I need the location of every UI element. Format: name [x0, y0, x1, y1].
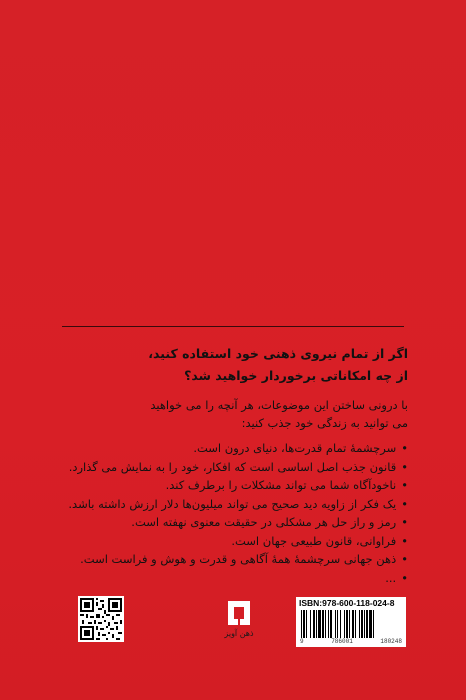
bullet-item	[53, 569, 408, 588]
bullet-item	[53, 550, 408, 569]
barcode-stripe	[322, 610, 324, 638]
bullet-item	[53, 532, 408, 551]
bullet-text: ناخودآگاه شما می تواند مشکلات را برطرف کند.	[165, 478, 397, 492]
barcode-stripe	[337, 610, 338, 638]
bullet-text: فراوانی، قانون طبیعی جهان است.	[231, 533, 397, 548]
barcode-stripe	[373, 610, 374, 638]
publisher-name: ذهن آویز	[224, 629, 254, 638]
bullet-dot: •	[401, 533, 408, 548]
bullet-item	[53, 513, 408, 532]
barcode-stripe	[361, 610, 363, 638]
intro-line-2: می توانید به زندگی خود جذب کنید:	[241, 416, 408, 430]
isbn-digit-right: 180248	[380, 638, 402, 645]
barcode-stripe	[316, 610, 317, 638]
bullet-item	[53, 476, 408, 495]
barcode-stripe	[352, 610, 354, 638]
isbn-label: ISBN:978-600-118-024-8	[299, 598, 395, 608]
bullet-item	[53, 458, 408, 477]
barcode-stripe	[364, 610, 365, 638]
bullet-dot: •	[401, 515, 408, 529]
barcode-stripe	[303, 610, 305, 638]
headline-line-1: اگر از تمام نیروی ذهنی خود استفاده کنید،	[148, 346, 408, 361]
barcode-stripe	[335, 610, 336, 638]
barcode-stripe	[369, 610, 372, 638]
publisher-logo	[219, 598, 259, 642]
barcode-stripe	[355, 610, 356, 638]
barcode-stripe	[313, 610, 315, 638]
bullet-dot: •	[401, 552, 408, 566]
bullet-dot: •	[401, 441, 408, 455]
publisher-logo-icon	[225, 598, 253, 628]
intro-line-1: با درونی ساختن این موضوعات، هر آنچه را می خواهید	[150, 398, 408, 412]
bullet-text: ذهن جهانی سرچشمهٔ همهٔ آگاهی و قدرت و هوش و فراست است.	[80, 552, 397, 566]
bullet-text: ...	[385, 570, 397, 585]
isbn-barcode-box	[296, 597, 406, 647]
barcode-stripe	[346, 610, 348, 638]
barcode-stripe	[310, 610, 311, 638]
bullet-item	[53, 439, 408, 458]
barcode-stripe	[330, 610, 332, 638]
bullet-dot: •	[401, 459, 408, 474]
isbn-digits	[300, 638, 402, 645]
isbn-digit-left: 9	[300, 638, 304, 645]
bullet-dot: •	[401, 478, 408, 492]
barcode-stripe	[366, 610, 368, 638]
barcode-stripe	[359, 610, 360, 638]
isbn-digit-mid: 786001	[331, 638, 353, 645]
headline	[53, 343, 408, 387]
qr-code	[78, 596, 124, 642]
barcode-stripe	[340, 610, 341, 638]
headline-line-2: از چه امکاناتی برخوردار خواهید شد؟	[184, 368, 408, 383]
barcode-stripe	[318, 610, 321, 638]
barcode-stripe	[344, 610, 345, 638]
barcode-stripe	[306, 610, 307, 638]
barcode-stripe	[325, 610, 326, 638]
bullet-text: سرچشمهٔ تمام قدرت‌ها، دنیای درون است.	[193, 441, 397, 455]
bullet-text: یک فکر از زاویه دید صحیح می تواند میلیون‌ها دلار ارزش داشته باشد.	[68, 496, 397, 511]
bullet-list	[53, 439, 408, 587]
top-divider-line	[62, 326, 404, 327]
bullet-dot: •	[401, 496, 408, 511]
bullet-text: قانون جذب اصل اساسی است که افکار، خود را به نمایش می گذارد.	[68, 459, 397, 474]
barcode-stripe	[301, 610, 302, 638]
intro-paragraph	[53, 396, 408, 432]
barcode-stripe	[349, 610, 350, 638]
qr-code-icon	[80, 598, 122, 640]
bullet-text: رمز و راز حل هر مشکلی در حقیقت معنوی نهفته است.	[131, 515, 397, 529]
barcode-icon	[301, 610, 401, 638]
barcode-stripe	[328, 610, 329, 638]
bullet-dot: •	[401, 570, 408, 585]
bullet-item	[53, 495, 408, 514]
